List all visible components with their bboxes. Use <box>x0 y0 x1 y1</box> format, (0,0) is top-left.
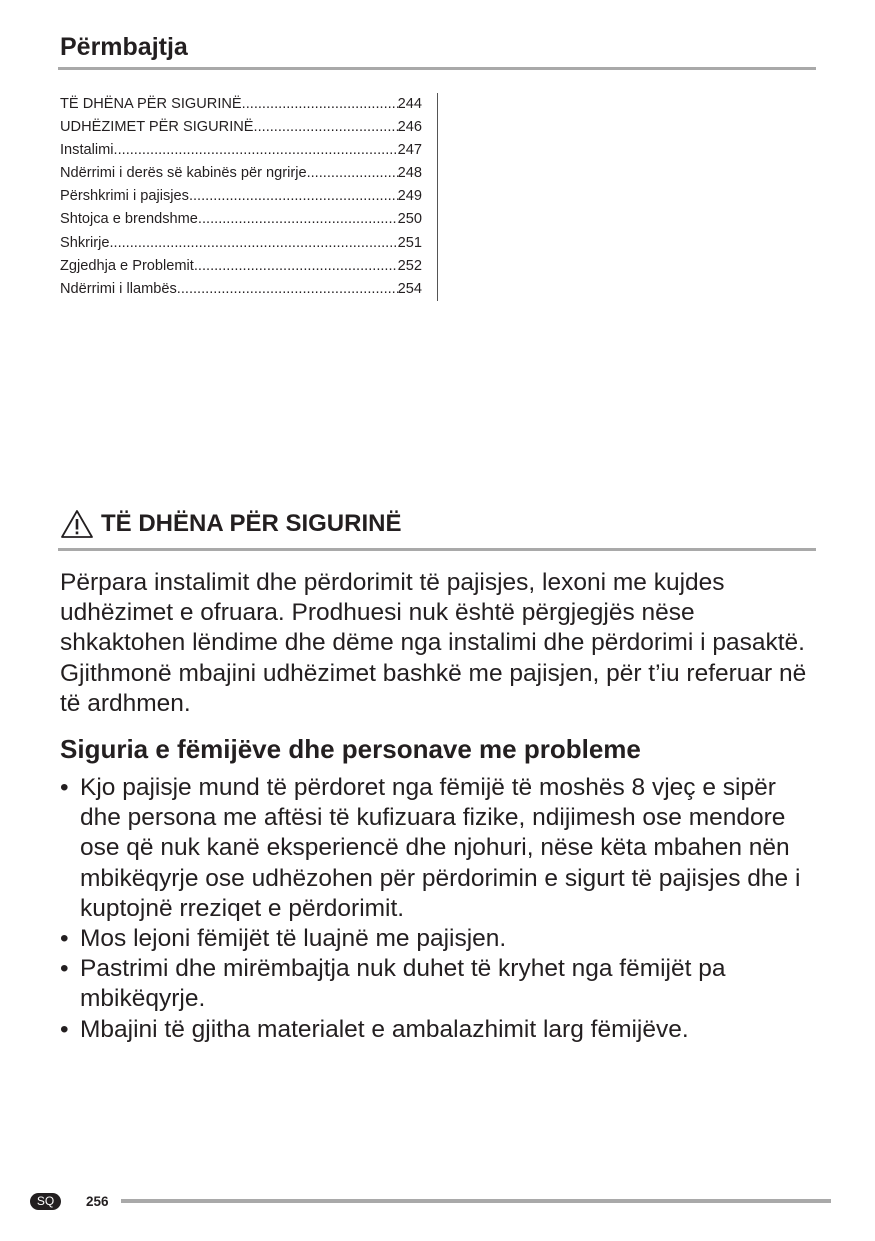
list-item-text: Kjo pajisje mund të përdoret nga fëmijë të moshës 8 vjeç e sipër dhe persona me aftësi të kufizuara fizike, ndijimesh ose mendore ose që nuk kanë eksperiencë dhe njohuri, nëse këta mbahen nën mbikëqyrje ose udhëzohen për përdorimin e sigurt të pajisjes dhe i kuptojnë rreziqet e përdorimit. <box>80 774 801 922</box>
toc-entry-label: Ndërrimi i derës së kabinës për ngrirje <box>60 165 307 182</box>
footer-divider <box>121 1199 831 1203</box>
toc-leader-dots <box>198 208 398 231</box>
toc-entry-label: Shtojca e brendshme <box>60 211 198 228</box>
list-item <box>60 924 820 954</box>
toc-entry-page: 247 <box>397 142 422 159</box>
toc-entry-label: Shkrirje <box>60 234 110 251</box>
toc-entry[interactable] <box>60 232 422 255</box>
list-item-text: Pastrimi dhe mirëmbajtja nuk duhet të kryhet nga fëmijët pa mbikëqyrje. <box>80 955 726 1013</box>
toc-leader-dots <box>254 116 398 139</box>
bullet-icon: • <box>60 955 69 983</box>
toc-entry[interactable] <box>60 255 422 278</box>
toc-entry[interactable] <box>60 185 422 208</box>
title-divider <box>58 67 816 70</box>
safety-section-header <box>60 509 401 539</box>
toc-entry-label: Përshkrimi i pajisjes <box>60 188 189 205</box>
safety-intro-paragraph: Përpara instalimit dhe përdorimit të pajisjes, lexoni me kujdes udhëzimet e ofruara. Prodhuesi nuk është përgjegjës nëse shkaktohen lëndime dhe dëme nga instalimi dhe përdorimi i pasaktë. Gjithmonë mbajini udhëzimet bashkë me pajisjen, për t’iu referuar në të ardhmen. <box>60 569 807 717</box>
toc-leader-dots <box>177 278 398 301</box>
list-item <box>60 1015 820 1045</box>
language-badge: SQ <box>30 1193 61 1210</box>
toc-entry-label: TË DHËNA PËR SIGURINË <box>60 96 242 112</box>
bullet-icon: • <box>60 1015 69 1043</box>
toc-entry-page: 248 <box>397 165 422 182</box>
bullet-icon: • <box>60 774 69 801</box>
toc-entry[interactable] <box>60 208 422 231</box>
safety-divider <box>58 548 816 551</box>
toc-entry-page: 244 <box>397 96 422 112</box>
toc-entry-label: Zgjedhja e Problemit <box>60 257 194 274</box>
toc-entry[interactable] <box>60 139 422 162</box>
toc-entry-page: 251 <box>397 234 422 251</box>
toc-entry-page: 249 <box>397 188 422 205</box>
page-number: 256 <box>86 1194 109 1209</box>
table-of-contents <box>60 93 438 301</box>
toc-entry[interactable] <box>60 93 422 116</box>
toc-leader-dots <box>307 162 398 185</box>
list-item <box>60 954 820 1014</box>
toc-entry-page: 254 <box>397 280 422 297</box>
bullet-icon: • <box>60 925 69 953</box>
toc-entry-label: Ndërrimi i llambës <box>60 280 177 297</box>
toc-entry-label: UDHËZIMET PËR SIGURINË <box>60 119 254 136</box>
list-item <box>60 773 820 924</box>
toc-entry[interactable] <box>60 116 422 139</box>
toc-leader-dots <box>114 139 398 162</box>
toc-entry-page: 252 <box>397 257 422 274</box>
toc-leader-dots <box>194 255 398 278</box>
toc-leader-dots <box>189 185 398 208</box>
safety-bullet-list <box>60 773 820 1045</box>
list-item-text: Mbajini të gjitha materialet e ambalazhimit larg fëmijëve. <box>80 1015 689 1043</box>
toc-entry[interactable] <box>60 162 422 185</box>
toc-entry-label: Instalimi <box>60 142 114 159</box>
toc-entry-page: 246 <box>397 119 422 136</box>
list-item-text: Mos lejoni fëmijët të luajnë me pajisjen. <box>80 925 507 953</box>
toc-entry[interactable] <box>60 278 422 301</box>
warning-icon <box>60 509 94 539</box>
toc-entry-page: 250 <box>397 211 422 228</box>
safety-heading: TË DHËNA PËR SIGURINË <box>101 510 402 537</box>
toc-leader-dots <box>109 232 397 255</box>
page-title: Përmbajtja <box>60 33 188 61</box>
children-safety-heading: Siguria e fëmijëve dhe personave me probleme <box>60 734 641 764</box>
toc-leader-dots <box>242 93 398 116</box>
